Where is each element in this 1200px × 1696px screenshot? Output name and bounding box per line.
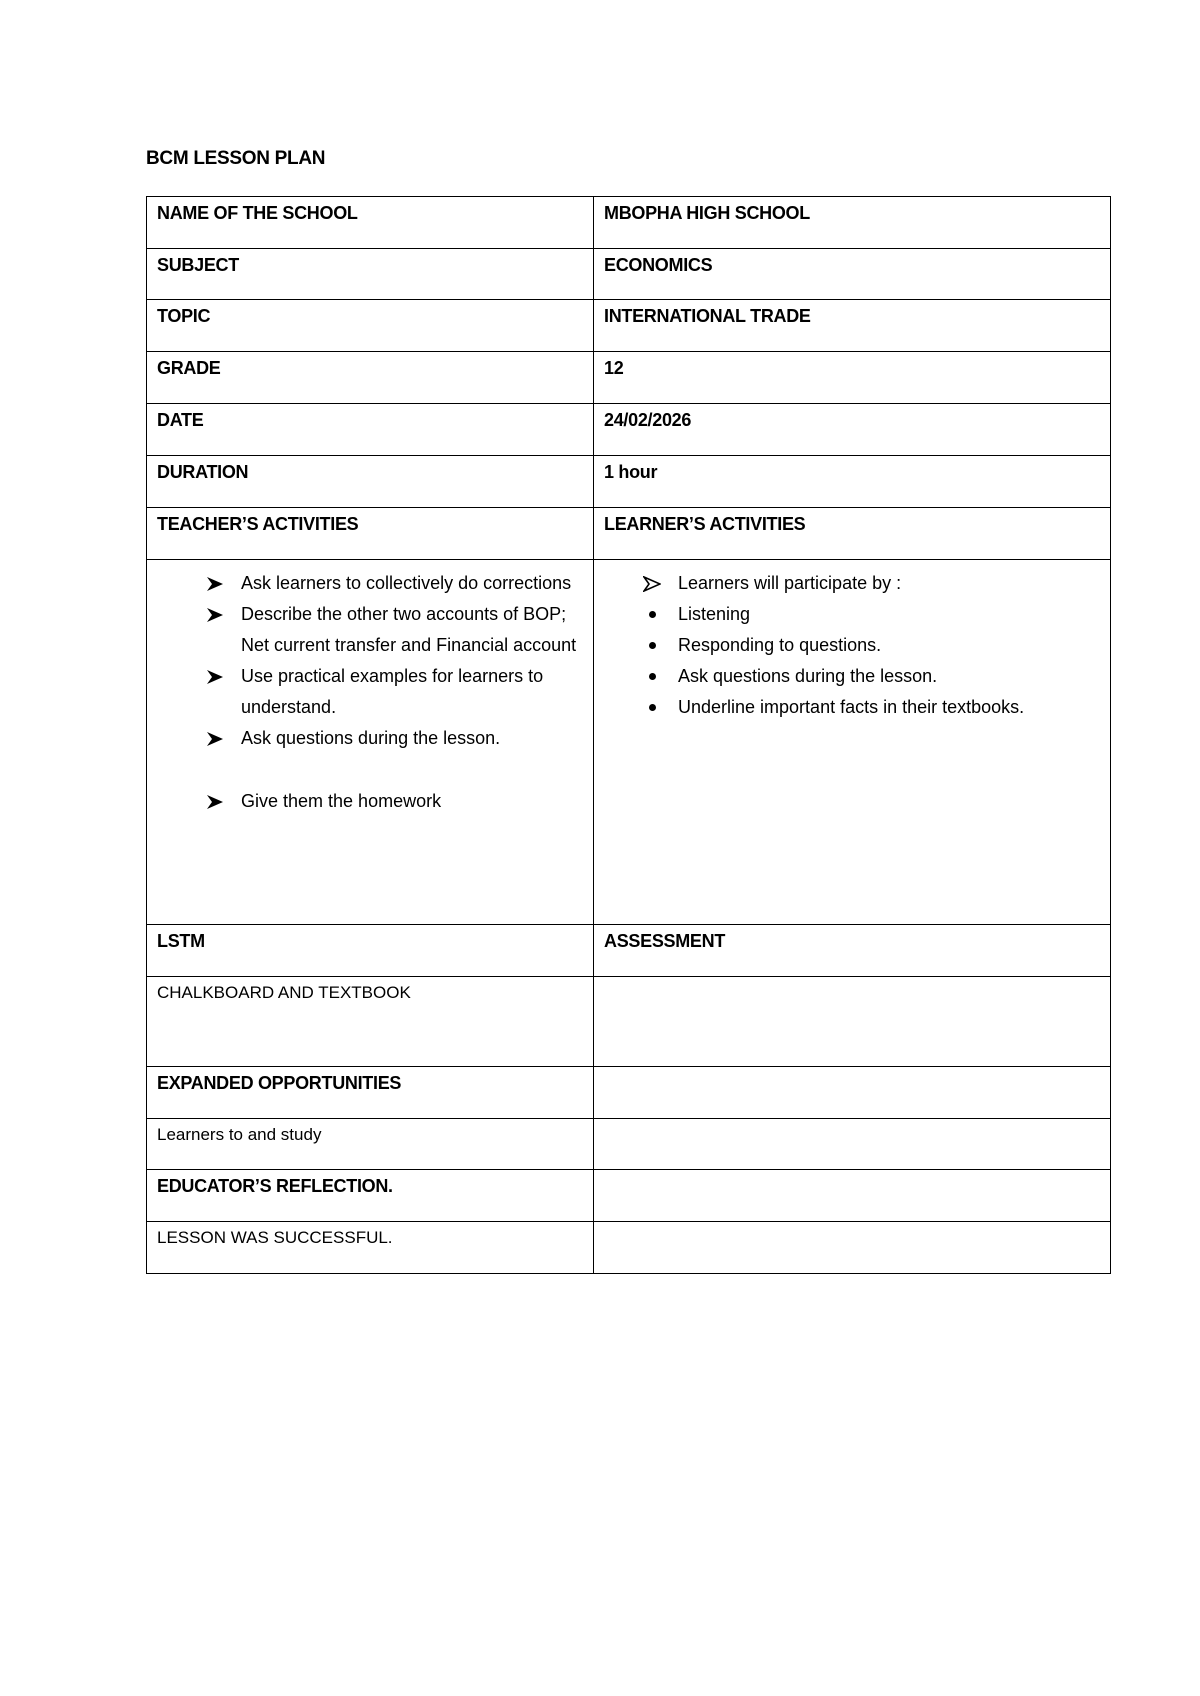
topic-label: TOPIC [157, 306, 211, 326]
list-item [604, 692, 1100, 723]
educator-reflection-value-row [147, 1222, 1111, 1274]
learner-activities-list [604, 560, 1100, 723]
date-value: 24/02/2026 [604, 410, 692, 430]
arrowhead-bullet-icon [205, 599, 225, 630]
list-item [157, 599, 583, 661]
subject-value: ECONOMICS [604, 255, 713, 275]
dot-bullet-icon [642, 599, 662, 630]
learner-activity-1: Listening [678, 604, 751, 624]
lesson-plan-table [146, 196, 1111, 1274]
lstm-header: LSTM [157, 931, 205, 951]
list-item [604, 599, 1100, 630]
expanded-opportunities-header-row [147, 1067, 1111, 1119]
dot-bullet-icon [642, 692, 662, 723]
document-title: BCM LESSON PLAN [146, 148, 326, 169]
teacher-activity-4: Ask questions during the lesson. [241, 728, 501, 748]
arrowhead-bullet-icon [642, 568, 662, 599]
arrowhead-bullet-icon [205, 568, 225, 599]
info-row-duration [147, 456, 1111, 508]
info-row-date [147, 404, 1111, 456]
expanded-opportunities-value: Learners to and study [157, 1125, 322, 1144]
expanded-opportunities-header: EXPANDED OPPORTUNITIES [157, 1073, 402, 1093]
empty-cell [604, 1067, 1100, 1072]
dot-bullet-icon [642, 661, 662, 692]
learner-activities-header: LEARNER’S ACTIVITIES [604, 514, 806, 534]
info-row-topic [147, 300, 1111, 352]
educator-reflection-header: EDUCATOR’S REFLECTION. [157, 1176, 393, 1196]
info-row-subject [147, 249, 1111, 300]
teacher-activity-3: Use practical examples for learners to understand. [241, 666, 544, 717]
expanded-opportunities-value-row [147, 1119, 1111, 1170]
learner-activity-3: Ask questions during the lesson. [678, 666, 938, 686]
assessment-header: ASSESSMENT [604, 931, 726, 951]
info-row-school [147, 197, 1111, 249]
info-row-grade [147, 352, 1111, 404]
educator-reflection-header-row [147, 1170, 1111, 1222]
activities-content-row [147, 560, 1111, 925]
teacher-activity-2: Describe the other two accounts of BOP; Net current transfer and Financial account [241, 604, 577, 655]
school-label: NAME OF THE SCHOOL [157, 203, 358, 223]
lstm-value: CHALKBOARD AND TEXTBOOK [157, 983, 411, 1002]
list-item [157, 661, 583, 723]
school-value: MBOPHA HIGH SCHOOL [604, 203, 810, 223]
learner-activity-2: Responding to questions. [678, 635, 882, 655]
lstm-assessment-value-row [147, 977, 1111, 1067]
duration-value: 1 hour [604, 462, 658, 482]
activities-header-row [147, 508, 1111, 560]
teacher-activities-list [157, 560, 583, 817]
list-item [604, 630, 1100, 661]
educator-reflection-value: LESSON WAS SUCCESSFUL. [157, 1228, 393, 1247]
teacher-activities-header: TEACHER’S ACTIVITIES [157, 514, 359, 534]
teacher-activity-1: Ask learners to collectively do corrections [241, 573, 572, 593]
dot-bullet-icon [642, 630, 662, 661]
grade-label: GRADE [157, 358, 221, 378]
grade-value: 12 [604, 358, 624, 378]
topic-value: INTERNATIONAL TRADE [604, 306, 811, 326]
empty-cell [604, 1170, 1100, 1175]
subject-label: SUBJECT [157, 255, 239, 275]
teacher-activity-5: Give them the homework [241, 791, 442, 811]
duration-label: DURATION [157, 462, 249, 482]
learner-activities-intro: Learners will participate by : [678, 573, 902, 593]
learner-activity-4: Underline important facts in their textbooks. [678, 697, 1025, 717]
empty-cell [604, 1119, 1100, 1124]
list-item [157, 786, 583, 817]
list-item [157, 723, 583, 754]
arrowhead-bullet-icon [205, 786, 225, 817]
lstm-assessment-header-row [147, 925, 1111, 977]
date-label: DATE [157, 410, 204, 430]
empty-cell [604, 1222, 1100, 1227]
arrowhead-bullet-icon [205, 723, 225, 754]
list-item [604, 661, 1100, 692]
list-item [604, 568, 1100, 599]
arrowhead-bullet-icon [205, 661, 225, 692]
list-item [157, 568, 583, 599]
assessment-value [604, 977, 1100, 982]
